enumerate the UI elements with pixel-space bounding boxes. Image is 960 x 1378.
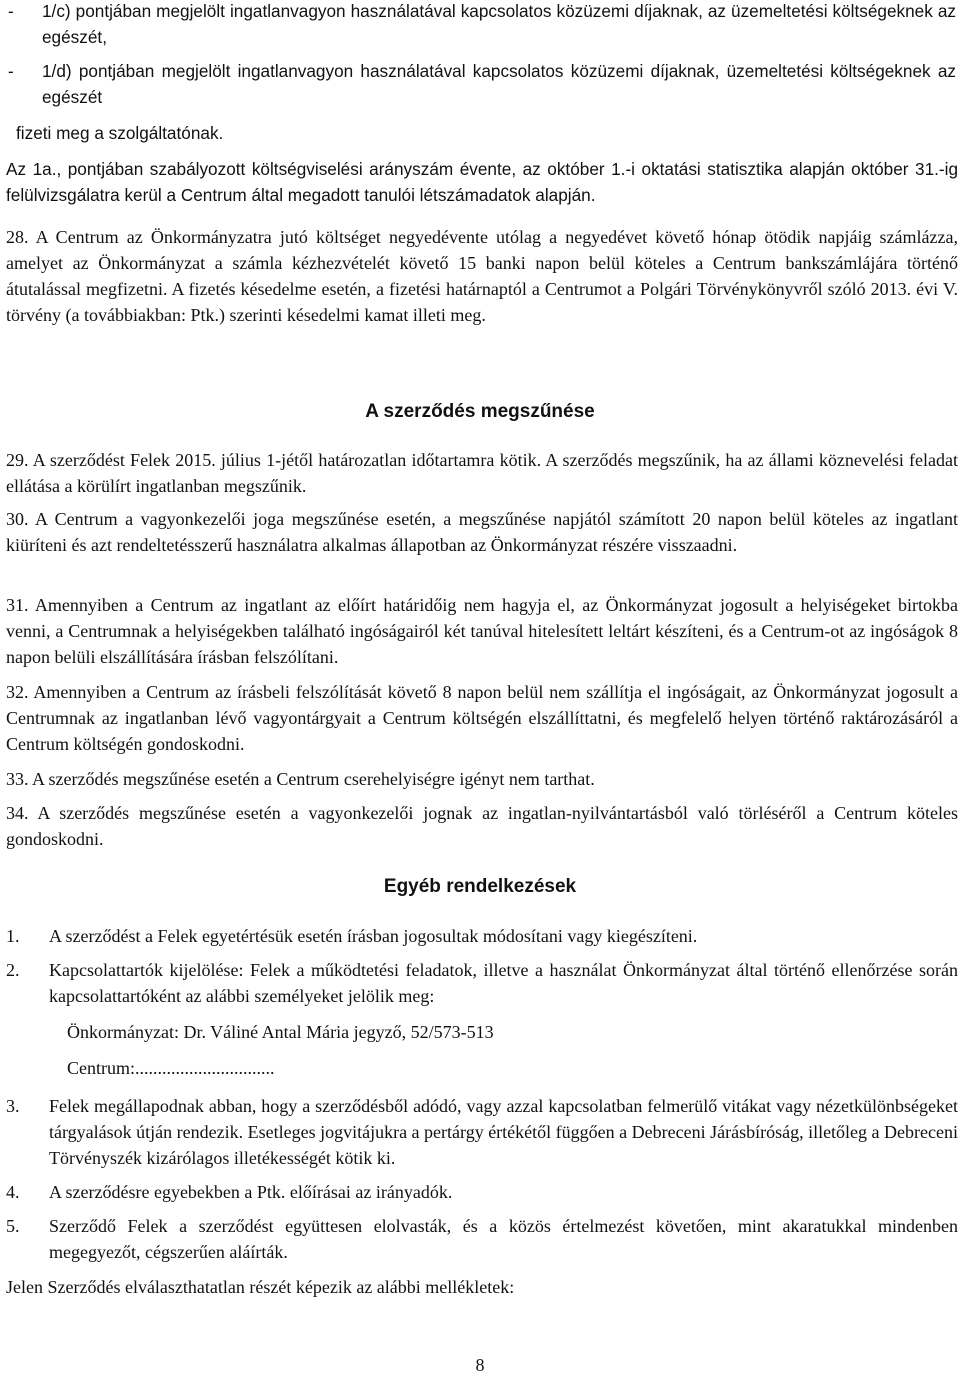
paragraph-34: 34. A szerződés megszűnése esetén a vagyonkezelői jognak az ingatlan-nyilvántartásból való törléséről a Centrum köteles gondoskodni.	[6, 803, 958, 849]
paragraph-30: 30. A Centrum a vagyonkezelői joga megszűnése esetén, a megszűnése napjától számított 20 napon belül köteles az ingatlant kiüríteni és azt rendeltetésszerű használatra alkalmas állapotban az Önkormányzat részére visszaadni.	[6, 509, 958, 555]
ratio-paragraph: Az 1a., pontjában szabályozott költségviselési arányszám évente, az október 1.-i oktatási statisztika alapján október 31.-ig felülvizsgálatra kerül a Centrum által megadott tanulói létszámadatok alapján.	[6, 159, 958, 205]
list-item	[8, 0, 956, 50]
list-item	[8, 58, 956, 110]
section-heading-other: Egyéb rendelkezések	[383, 876, 577, 897]
section-heading-termination: A szerződés megszűnése	[365, 401, 595, 422]
closing-line: Jelen Szerződés elválaszthatatlan részét képezik az alábbi mellékletek:	[6, 1277, 515, 1297]
list-item-text: 1/d) pontjában megjelölt ingatlanvagyon használatával kapcsolatos közüzemi díjaknak, üzemeltetési költségeknek az egészét	[42, 61, 956, 107]
item-text: A szerződésre egyebekben a Ptk. előírásai az irányadók.	[49, 1182, 453, 1202]
item-number: 5.	[6, 1216, 20, 1236]
numbered-item	[6, 1179, 958, 1205]
list-bullet: -	[8, 61, 14, 81]
numbered-item	[6, 1093, 958, 1171]
item-text: Szerződő Felek a szerződést együttesen elolvasták, és a közös értelmezést követően, mint akaratukkal mindenben megegyezőt, cégszerűen aláírták.	[49, 1216, 958, 1262]
list-bullet: -	[8, 1, 14, 21]
contact-municipality: Önkormányzat: Dr. Váliné Antal Mária jegyző, 52/573-513	[67, 1022, 494, 1042]
item-number: 3.	[6, 1096, 20, 1116]
paragraph-32: 32. Amennyiben a Centrum az írásbeli felszólítását követő 8 napon belül nem szállítja el ingóságait, az Önkormányzat jogosult a Centrumnak az ingatlanban lévő vagyontárgyait a Centrum költségén elszállíttatni, és megfelelő helyen történő raktározásáról a Centrum költségén gondoskodni.	[6, 682, 958, 754]
paragraph-31: 31. Amennyiben a Centrum az ingatlant az előírt határidőig nem hagyja el, az Önkormányzat jogosult a helyiségeket birtokba venni, a Centrumnak a helyiségekben található ingóságairól két tanúval hitelesített leltárt készíteni, és a Centrum-ot az ingóságok 8 napon belüli elszállítására írásban felszólítani.	[6, 595, 958, 667]
paragraph-33: 33. A szerződés megszűnése esetén a Centrum cserehelyiségre igényt nem tarthat.	[6, 769, 595, 789]
list-item-text: 1/c) pontjában megjelölt ingatlanvagyon használatával kapcsolatos közüzemi díjaknak, az üzemeltetési költségeknek az egészét,	[42, 1, 956, 47]
paragraph-28: 28. A Centrum az Önkormányzatra jutó költséget negyedévente utólag a negyedévet követő hónap ötödik napjáig számlázza, amelyet az Önkormányzat a számla kézhezvételét követő 15 banki napon belül köteles a Centrum bankszámlájára történő átutalással megfizetni. A fizetés késedelme esetén, a fizetési határnaptól a Centrumot a Polgári Törvénykönyvről szóló 2013. évi V. törvény (a továbbiakban: Ptk.) szerinti késedelmi kamat illeti meg.	[6, 227, 958, 325]
item-text: Felek megállapodnak abban, hogy a szerződésből adódó, vagy azzal kapcsolatban felmerülő vitákat vagy nézetkülönbségeket tárgyalások útján rendezik. Esetleges jogvitájukra a pertárgy értékétől függően a Debreceni Járásbíróság, illetőleg a Debreceni Törvényszék kizárólagos illetékességét kötik ki.	[49, 1096, 958, 1168]
numbered-item	[6, 923, 958, 949]
item-number: 4.	[6, 1182, 20, 1202]
item-number: 2.	[6, 960, 20, 980]
item-number: 1.	[6, 926, 20, 946]
page-number: 8	[475, 1355, 485, 1375]
contact-centrum: Centrum:...............................	[67, 1058, 275, 1078]
numbered-item	[6, 957, 958, 1009]
numbered-item	[6, 1213, 958, 1265]
item-text: A szerződést a Felek egyetértésük esetén írásban jogosultak módosítani vagy kiegészíteni.	[49, 926, 698, 946]
paragraph-29: 29. A szerződést Felek 2015. július 1-jétől határozatlan időtartamra kötik. A szerződés megszűnik, ha az állami köznevelési feladat ellátása a körülírt ingatlanban megszűnik.	[6, 450, 958, 496]
pays-line: fizeti meg a szolgáltatónak.	[16, 123, 224, 143]
item-text: Kapcsolattartók kijelölése: Felek a működtetési feladatok, illetve a használat Önkormányzat által történő ellenőrzése során kapcsolattartóként az alábbi személyeket jelölik meg:	[49, 960, 958, 1006]
